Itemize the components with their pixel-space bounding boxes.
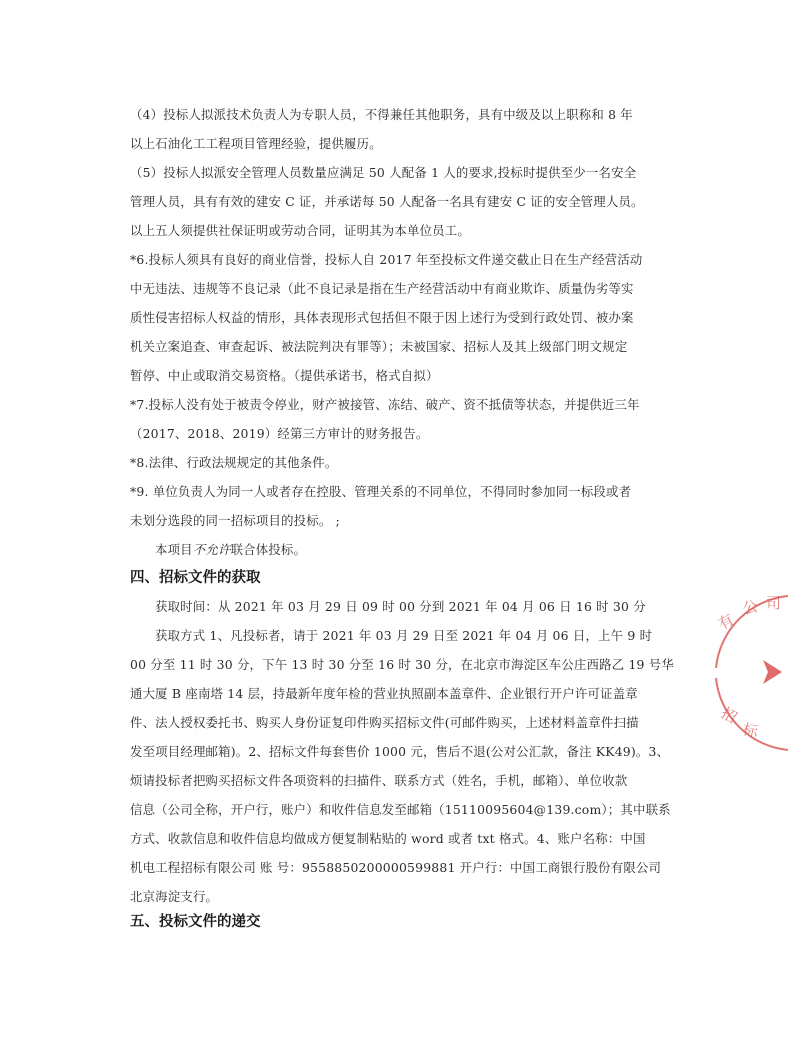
item4-line-2: 以上石油化工工程项目管理经验，提供履历。 — [130, 136, 382, 151]
method-line-2: 00 分至 11 时 30 分，下午 13 时 30 分至 16 时 30 分，在北京市海淀区车公庄西路乙 19 号华 — [130, 657, 674, 672]
consortium-line — [155, 544, 306, 556]
method-line-7: 信息（公司全称，开户行，账户）和收件信息发至邮箱（15110095604@139.com）；其中联系 — [130, 802, 671, 817]
seal-char-3: 司 — [766, 594, 782, 612]
consortium-suffix: 联合体投标。 — [230, 542, 307, 557]
method-line-6: 烦请投标者把购买招标文件各项资料的扫描件、联系方式（姓名，手机，邮箱）、单位收款 — [130, 773, 628, 788]
consortium-emphasis: 不允许 — [192, 542, 231, 557]
item7-line-2: （2017、2018、2019）经第三方审计的财务报告。 — [130, 426, 429, 441]
method-line-8: 方式、收款信息和收件信息均做成方便复制粘贴的 word 或者 txt 格式。4、账户名称：中国 — [130, 831, 646, 846]
item6-line-1: *6.投标人须具有良好的商业信誉，投标人自 2017 年至投标文件递交截止日在生产经营活动 — [130, 252, 643, 267]
method-line-10: 北京海淀支行。 — [130, 889, 219, 904]
consortium-prefix: 本项目 — [155, 542, 193, 557]
company-seal-stamp — [708, 588, 788, 758]
item6-line-3: 质性侵害招标人权益的情形，具体表现形式包括但不限于因上述行为受到行政处罚、被办案 — [130, 310, 634, 325]
seal-char-1: 有 — [715, 610, 738, 634]
section4-time-line: 获取时间：从 2021 年 03 月 29 日 09 时 00 分到 2021 年 04 月 06 日 16 时 30 分 — [155, 599, 646, 614]
method-line-9: 机电工程招标有限公司 账 号：9558850200000599881 开户行：中国工商银行股份有限公司 — [130, 860, 662, 875]
item5-line-2: 管理人员，具有有效的建安 C 证，并承诺每 50 人配备一名具有建安 C 证的安全管理人员。 — [130, 194, 644, 209]
seal-char-2: 公 — [741, 597, 760, 618]
item5-line-3: 以上五人须提供社保证明或劳动合同，证明其为本单位员工。 — [130, 223, 470, 238]
section4-heading: 四、招标文件的获取 — [130, 570, 261, 586]
item4-line-1: （4）投标人拟派技术负责人为专职人员，不得兼任其他职务，具有中级及以上职称和 8 年 — [130, 107, 633, 122]
item8-line-1: *8.法律、行政法规规定的其他条件。 — [130, 455, 338, 470]
method-line-4: 件、法人授权委托书、购买人身份证复印件购买招标文件(可邮件购买，上述材料盖章件扫描 — [130, 715, 639, 730]
item5-line-1: （5）投标人拟派安全管理人员数量应满足 50 人配备 1 人的要求,投标时提供至少一名安全 — [130, 165, 637, 180]
method-line-5: 发至项目经理邮箱)。2、招标文件每套售价 1000 元，售后不退(公对公汇款，备注 KK49)。3、 — [130, 744, 670, 759]
item6-line-2: 中无违法、违规等不良记录（此不良记录是指在生产经营活动中有商业欺诈、质量伪劣等实 — [130, 281, 634, 296]
method-line-1: 获取方式 1、凡投标者，请于 2021 年 03 月 29 日至 2021 年 04 月 06 日，上午 9 时 — [155, 628, 653, 643]
section5-heading: 五、投标文件的递交 — [130, 914, 261, 930]
seal-char-5: 标 — [741, 720, 760, 742]
seal-char-4: 招 — [718, 703, 741, 727]
item7-line-1: *7.投标人没有处于被责令停业，财产被接管、冻结、破产、资不抵债等状态，并提供近三年 — [130, 397, 640, 412]
seal-ring-upper — [716, 596, 788, 668]
seal-ring-lower — [716, 678, 788, 750]
seal-star-icon — [763, 660, 782, 684]
method-line-3: 通大厦 B 座南塔 14 层，持最新年度年检的营业执照副本盖章件、企业银行开户许可证盖章 — [130, 686, 638, 701]
item6-line-4: 机关立案追查、审查起诉、被法院判决有罪等）；未被国家、招标人及其上级部门明文规定 — [130, 339, 628, 354]
item9-line-1: *9. 单位负责人为同一人或者存在控股、管理关系的不同单位，不得同时参加同一标段或者 — [130, 484, 632, 499]
item6-line-5: 暂停、中止或取消交易资格。（提供承诺书，格式自拟） — [130, 368, 439, 383]
item9-line-2: 未划分选段的同一招标项目的投标。 ; — [130, 513, 340, 528]
